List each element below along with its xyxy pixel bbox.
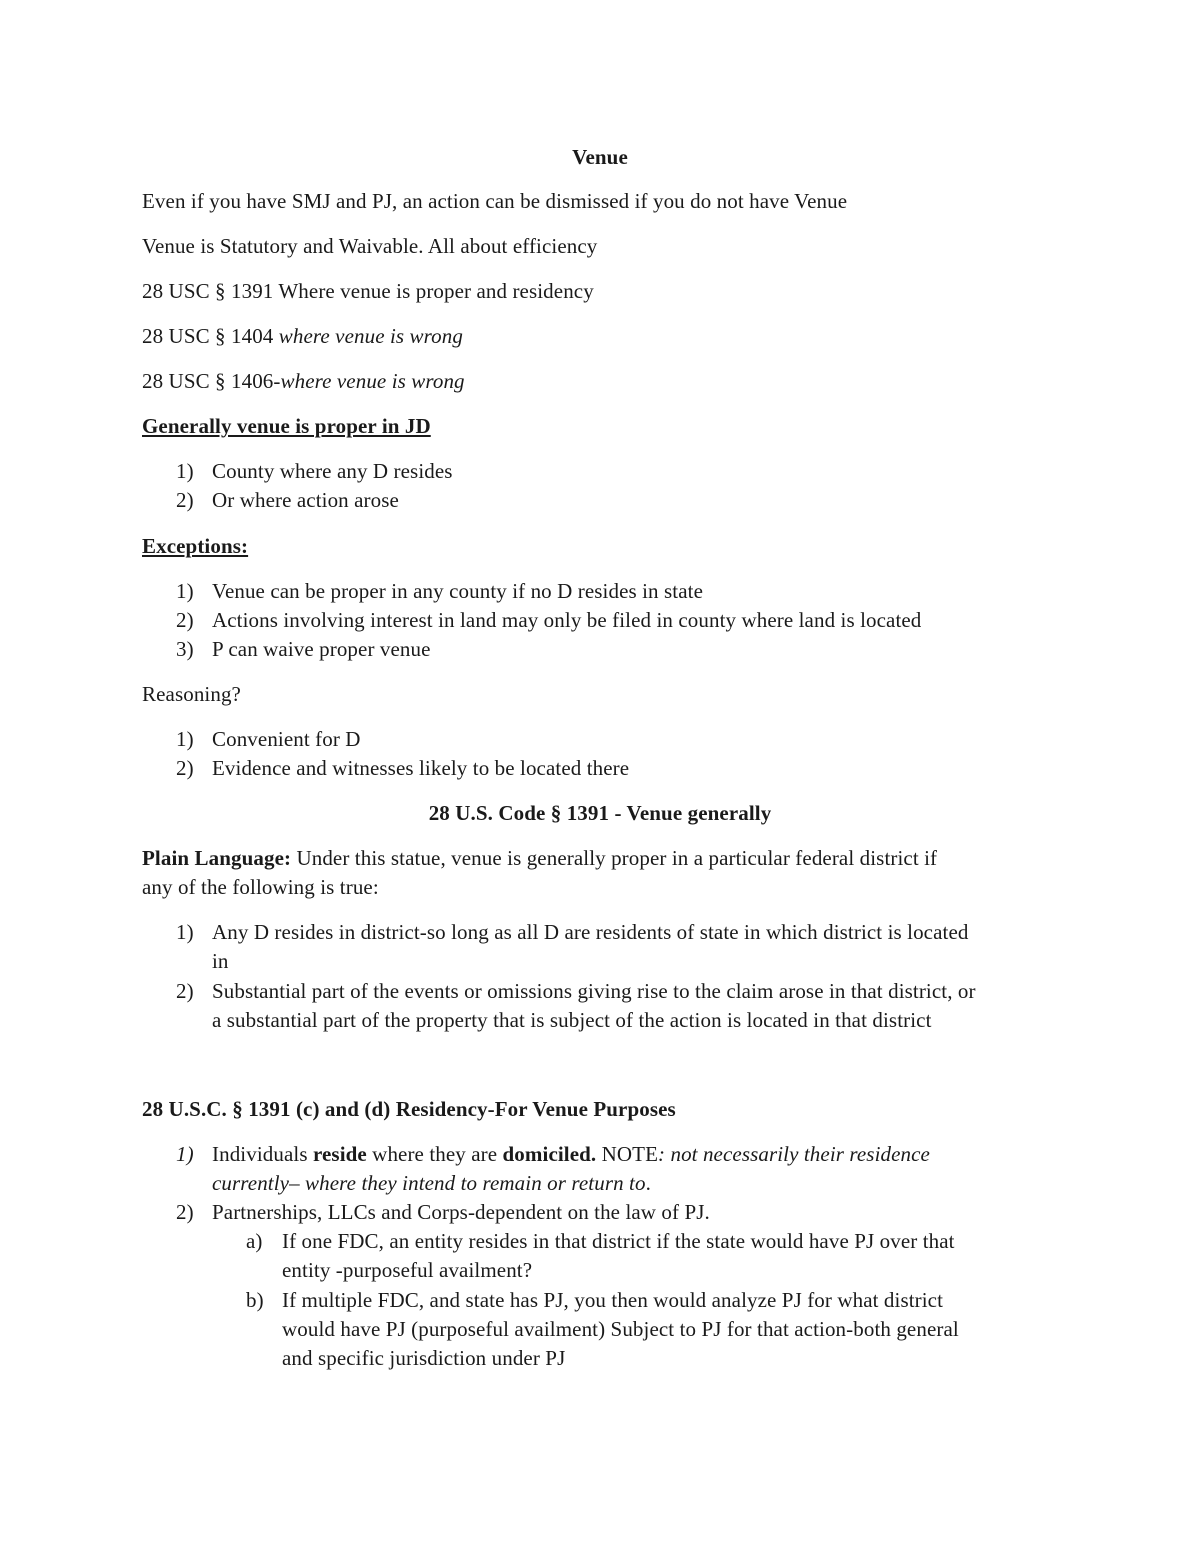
intro-line-3: 28 USC § 1391 Where venue is proper and residency: [142, 279, 594, 303]
list-item: Evidence and witnesses likely to be located there: [212, 756, 630, 780]
sublist-item-continued: would have PJ (purposeful availment) Subject to PJ for that action-both general: [282, 1317, 959, 1341]
general-heading: Generally venue is proper in JD: [142, 414, 431, 438]
sublist-item-continued: and specific jurisdiction under PJ: [282, 1346, 566, 1370]
sublist-item-continued: entity -purposeful availment?: [282, 1258, 533, 1282]
text-run: .: [645, 1171, 651, 1195]
list-number: 1): [176, 459, 194, 483]
list-item: Any D resides in district-so long as all D are residents of state in which district is located: [212, 920, 969, 944]
list-number: 2): [176, 979, 194, 1003]
list-number: 2): [176, 608, 194, 632]
exceptions-heading: Exceptions:: [142, 534, 249, 558]
statute-desc: where venue is wrong: [278, 324, 463, 348]
intro-line-1: Even if you have SMJ and PJ, an action can be dismissed if you do not have Venue: [142, 189, 848, 213]
list-item-continued: [212, 1170, 651, 1196]
list-number: 2): [176, 1200, 194, 1224]
list-number: 1): [176, 920, 194, 944]
text-run: where they are: [366, 1142, 503, 1166]
text-run-bold: domiciled.: [502, 1142, 597, 1166]
list-item: Convenient for D: [212, 727, 361, 751]
statute-code: 28 USC § 1406-: [142, 369, 281, 393]
list-item: Actions involving interest in land may only be filed in county where land is located: [212, 608, 922, 632]
sublist-letter: a): [246, 1229, 263, 1253]
sublist-item: If one FDC, an entity resides in that district if the state would have PJ over that: [282, 1229, 955, 1253]
intro-line-2: Venue is Statutory and Waivable. All about efficiency: [142, 234, 598, 258]
text-run-italic: : not necessarily their residence: [658, 1142, 930, 1166]
list-item: Or where action arose: [212, 488, 399, 512]
plain-language-line-2: any of the following is true:: [142, 875, 379, 899]
plain-language-label: Plain Language:: [142, 846, 292, 870]
sublist-item: If multiple FDC, and state has PJ, you then would analyze PJ for what district: [282, 1288, 944, 1312]
document-title: Venue: [572, 145, 628, 169]
residency-heading: 28 U.S.C. § 1391 (c) and (d) Residency-For Venue Purposes: [142, 1097, 676, 1121]
statute-desc: where venue is wrong: [280, 369, 465, 393]
list-item: County where any D resides: [212, 459, 453, 483]
text-run: Individuals: [212, 1142, 313, 1166]
text-run-bold: reside: [312, 1142, 367, 1166]
statute-1406: [142, 368, 465, 394]
plain-language-text: Under this statue, venue is generally proper in a particular federal district if: [291, 846, 938, 870]
plain-language-line-1: [142, 845, 937, 871]
list-number: 1): [176, 1142, 194, 1166]
reasoning-heading: Reasoning?: [142, 682, 241, 706]
list-item-continued: in: [212, 949, 229, 973]
list-item: Venue can be proper in any county if no D resides in state: [212, 579, 703, 603]
section-1391-heading: 28 U.S. Code § 1391 - Venue generally: [428, 801, 772, 825]
list-number: 3): [176, 637, 194, 661]
statute-code: 28 USC § 1404: [142, 324, 279, 348]
list-number: 1): [176, 579, 194, 603]
text-run: NOTE: [596, 1142, 659, 1166]
text-run-italic: currently– where they intend to remain or return to: [212, 1171, 646, 1195]
list-number: 2): [176, 756, 194, 780]
statute-1404: [142, 323, 463, 349]
sublist-letter: b): [246, 1288, 264, 1312]
list-item: P can waive proper venue: [212, 637, 431, 661]
list-item: [212, 1141, 930, 1167]
list-item: Partnerships, LLCs and Corps-dependent on the law of PJ.: [212, 1200, 710, 1224]
list-item-continued: a substantial part of the property that is subject of the action is located in that district: [212, 1008, 932, 1032]
list-number: 1): [176, 727, 194, 751]
list-number: 2): [176, 488, 194, 512]
list-item: Substantial part of the events or omissions giving rise to the claim arose in that district, or: [212, 979, 976, 1003]
